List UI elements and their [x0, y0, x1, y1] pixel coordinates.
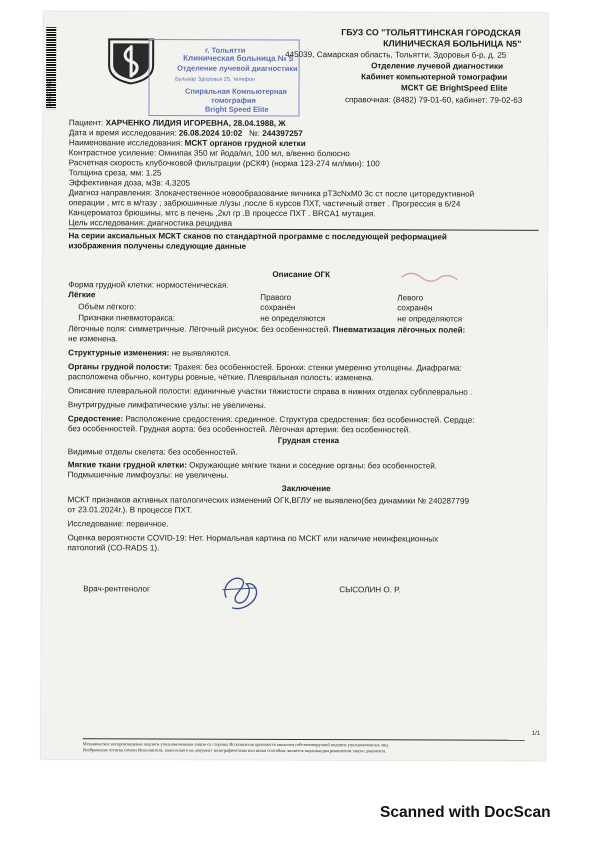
- slice-line: Толщина среза, мм: 1.25: [68, 168, 162, 178]
- date-line: Дата и время исследования: 26.08.2024 10:02 №: 244397257: [68, 128, 303, 139]
- pleura-description: Описание плевральной полости: единичные участки тяжистости справа в нижних отделах субплеврально .: [67, 386, 473, 397]
- handwritten-signature: [216, 568, 264, 614]
- org-name-line1: ГБУЗ СО "ТОЛЬЯТТИНСКАЯ ГОРОДСКАЯ: [341, 27, 521, 38]
- covid-line2: патологий (CO-RADS 1).: [67, 543, 160, 553]
- diagnosis-line3: Канцероматоз брюшины, мтс в печень ,2кл гр .В процессе ПХТ . BRCA1 мутация.: [68, 208, 376, 219]
- gfr-line: Расчетная скорость клубочковой фильтрации (рСКФ) (норма 123-274 мл/мин): 100: [68, 158, 380, 169]
- dose-line: Эффективная доза, мЗв: 4,3205: [68, 178, 190, 188]
- conclusion-line2: от 23.01.2024г.). В процессе ПХТ.: [67, 505, 193, 515]
- intro-line2: изображения получены следующие данные: [68, 241, 247, 251]
- pink-mark: [399, 267, 459, 285]
- lung-fields: Лёгочные поля: симметричные. Лёгочный рисунок: без особенностей. Пневматизация лёгочных полей:: [68, 324, 466, 335]
- side-code: 244397257: [46, 79, 54, 108]
- docscan-watermark: Scanned with DocScan: [380, 804, 551, 821]
- volume-left: сохранён: [397, 303, 433, 313]
- pneumo-right: не определяются: [260, 313, 326, 324]
- pneumo-left: не определяются: [397, 314, 463, 324]
- volume-label: Объём лёгкого:: [78, 302, 137, 312]
- footer-note1: Механическое воспроизведение подписи уполномоченным лицом со стороны Исполнителя признается аналогом собственноручной подписи уполномоченных лиц.: [82, 741, 389, 748]
- lymph-nodes: Внутригрудные лимфатические узлы: не увеличены.: [67, 400, 267, 410]
- lungs-heading: Лёгкие: [68, 290, 96, 300]
- conclusion-line1: МСКТ признаков активных патологических изменений ОГК,ВГЛУ не выявлено(без динамики № 240287799: [67, 495, 469, 506]
- chest-form: Форма грудной клетки: нормостеническая.: [68, 280, 229, 290]
- study-primary: Исследование: первичное.: [67, 519, 169, 529]
- skeleton: Видимые отделы скелета: без особенностей.: [67, 447, 238, 457]
- footer-note2: Изображение оттиска печати Исполнителя, нанесенного на документ типографическим или иным способом, является надлежащим реквизитом такого документа.: [82, 747, 387, 754]
- chest-organs-2: расположена обычно, контуры ровные, чёткие. Плевральная полость: изменена.: [68, 372, 374, 383]
- goal-line: Цель исследования: диагностика рецидива: [68, 218, 232, 228]
- mediastinum: Средостение: Расположение средостения: срединное. Структура средостения: без особенностей. Сердце:: [67, 414, 475, 425]
- divider: [69, 228, 539, 231]
- cabinet-name: Кабинет компьютерной томографии: [361, 72, 508, 82]
- chest-wall-title: Грудная стенка: [277, 435, 340, 446]
- diagnosis-line1: Диагноз направления: Злокачественное новообразование яичника рТ3сNxM0 3с ст после циторедуктивной: [68, 188, 475, 199]
- chest-organs: Органы грудной полости: Трахея: без особенностей. Бронхи: стенки умеренно утолщены. Диафрагма:: [68, 362, 462, 373]
- pneumo-label: Признаки пневмоторакса:: [78, 313, 176, 323]
- mediastinum-2: без особенностей. Грудная аорта: без особенностей. Лёгочная артерия: без особенностей.: [67, 424, 411, 435]
- left-heading: Левого: [397, 293, 424, 303]
- intro-line1: На серии аксиальных МСКТ сканов по стандартной программе с последующей реформацией: [68, 231, 447, 242]
- covid-line1: Оценка вероятности COVID-19: Нет. Нормальная картина по МСКТ или наличие неинфекционных: [67, 533, 439, 544]
- device-name: МСКТ GE BrightSpeed Elite: [401, 83, 508, 93]
- department-stamp: г. Тольятти Клиническая больница № 5 Отделение лучевой диагностики Бульвар Здоровья 25, телефон Спиральная Компьютерная томография Bright Speed Elite: [147, 33, 305, 120]
- axillary-nodes: Подмышечные лимфоузлы: не увеличены.: [67, 470, 229, 480]
- ogk-title: Описание ОГК: [272, 269, 331, 280]
- org-name-line2: КЛИНИЧЕСКАЯ БОЛЬНИЦА N5": [383, 38, 522, 49]
- diagnosis-line2: операции , мтс в м/тазу , забрюшинные л/узы ,после 6 курсов ПХТ, частичный ответ . Прогрессия в 6/24: [68, 198, 461, 209]
- scanned-sheet: [41, 11, 549, 761]
- phones: справочная: (8482) 79-01-60, кабинет: 79-02-63: [344, 95, 523, 105]
- volume-right: сохранён: [260, 302, 296, 313]
- department-name: Отделение лучевой диагностики: [371, 61, 504, 71]
- structural-changes: Структурные изменения: не выявляются.: [68, 348, 231, 358]
- right-heading: Правого: [260, 292, 292, 302]
- patient-value: ХАРЧЕНКО ЛИДИЯ ИГОРЕВНА, 28.04.1988, Ж: [105, 118, 286, 128]
- footer-divider: [83, 738, 525, 741]
- contrast-line: Контрастное усиление: Омнипак 350 мг йода/мл, 100 мл, в/венно болюсно: [68, 148, 350, 159]
- signer-role: Врач-рентгенолог: [83, 584, 150, 594]
- page-number: 1/1: [531, 730, 541, 737]
- conclusion-title: Заключение: [281, 483, 331, 494]
- study-line: Наименование исследования: МСКТ органов грудной клетки: [68, 138, 306, 149]
- patient-line: Пациент: ХАРЧЕНКО ЛИДИЯ ИГОРЕВНА, 28.04.1988, Ж: [68, 118, 286, 128]
- org-address: 445039, Самарская область, Тольятти, Здоровья б-р, д. 25: [285, 49, 507, 60]
- signer-name: СЫСОЛИН О. Р.: [339, 585, 401, 595]
- pneumatization-value: не изменена.: [68, 334, 118, 344]
- soft-tissues: Мягкие ткани грудной клетки: Окружающие мягкие ткани и соседние органы: без особенностей.: [67, 460, 438, 471]
